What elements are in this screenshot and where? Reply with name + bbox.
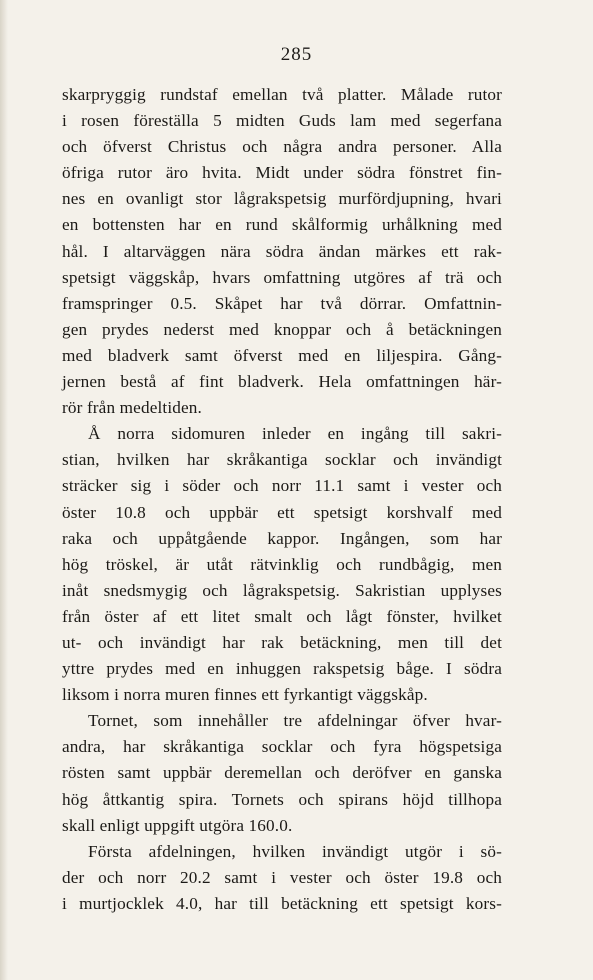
text-line: nes en ovanligt stor lågrakspetsig murfördjupning, hvari (62, 189, 502, 209)
text-line: öster 10.8 och uppbär ett spetsigt korshvalf med (62, 502, 502, 522)
page-binding-edge (0, 0, 8, 980)
text-line: skarpryggig rundstaf emellan två platter. Målade rutor (62, 85, 502, 104)
text-line: spetsigt väggskåp, hvars omfattning utgöres af trä och (62, 267, 502, 287)
text-line: framspringer 0.5. Skåpet har två dörrar. Omfattnin- (62, 293, 502, 313)
text-line: och öfverst Christus och några andra personer. Alla (62, 137, 502, 157)
text-line: hög tröskel, är utåt rätvinklig och rundbågig, men (62, 554, 502, 574)
text-line: raka och uppåtgående kappor. Ingången, som har (62, 528, 502, 548)
text-line: rör från medeltiden. (62, 398, 202, 418)
text-line: i murtjocklek 4.0, har till betäckning ett spetsigt kors- (62, 893, 502, 913)
text-line: rösten samt uppbär deremellan och deröfver en ganska (62, 763, 502, 783)
text-line: der och norr 20.2 samt i vester och öster 19.8 och (62, 867, 502, 887)
page-number: 285 (280, 44, 313, 65)
text-line: inåt snedsmygig och lågrakspetsig. Sakristian upplyses (62, 580, 502, 600)
text-line: en bottensten har en rund skålformig urhålkning med (62, 215, 502, 235)
text-line: hål. I altarväggen nära södra ändan märkes ett rak- (62, 241, 502, 261)
text-line: yttre prydes med en inhuggen rakspetsig båge. I södra (62, 659, 502, 679)
text-line: Å norra sidomuren inleder en ingång till sakri- (88, 424, 502, 444)
text-line: öfriga rutor äro hvita. Midt under södra fönstret fin- (62, 163, 502, 183)
text-line: liksom i norra muren finnes ett fyrkantigt väggskåp. (62, 685, 428, 705)
text-line: skall enligt uppgift utgöra 160.0. (62, 815, 293, 835)
body-text (62, 82, 502, 917)
text-line: i rosen föreställa 5 midten Guds lam med segerfana (62, 111, 502, 131)
text-line: jernen bestå af fint bladverk. Hela omfattningen här- (62, 372, 502, 392)
text-line: gen prydes nederst med knoppar och å betäckningen (62, 319, 502, 339)
text-line: Första afdelningen, hvilken invändigt utgör i sö- (88, 841, 502, 861)
text-line: andra, har skråkantiga socklar och fyra högspetsiga (62, 737, 502, 757)
text-line: sträcker sig i söder och norr 11.1 samt i vester och (62, 476, 502, 496)
text-line: hög åttkantig spira. Tornets och spirans höjd tillhopa (62, 789, 502, 809)
text-line: från öster af ett litet smalt och lågt fönster, hvilket (62, 606, 502, 626)
text-line: Tornet, som innehåller tre afdelningar öfver hvar- (88, 711, 502, 731)
text-line: med bladverk samt öfverst med en liljespira. Gång- (62, 345, 502, 365)
text-line: ut- och invändigt har rak betäckning, men till det (62, 632, 502, 652)
text-line: stian, hvilken har skråkantiga socklar och invändigt (62, 450, 502, 470)
